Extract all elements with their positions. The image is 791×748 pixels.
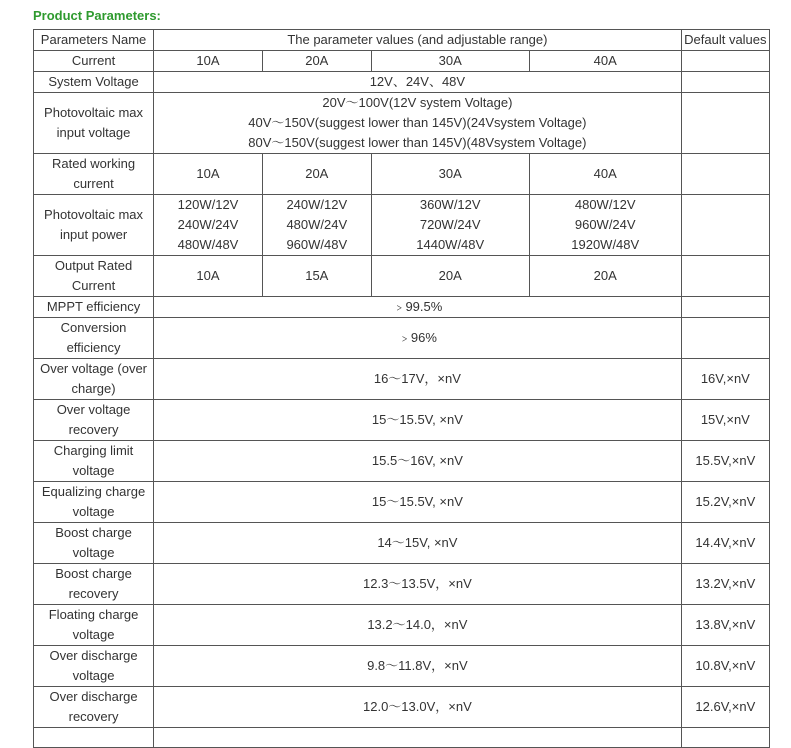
table-row — [34, 359, 770, 400]
table-row — [34, 605, 770, 646]
header-name: Parameters Name — [34, 30, 154, 51]
table-cell — [154, 728, 682, 748]
default-cell: 13.2V,×nV — [681, 564, 769, 605]
row-label: Boost charge voltage — [34, 523, 154, 564]
default-cell — [681, 154, 769, 195]
table-cell: 10A — [154, 154, 263, 195]
table-cell: 16～17V，×nV — [154, 359, 682, 400]
pv-voltage-line: 20V～100V(12V system Voltage) — [322, 95, 513, 110]
table-cell: 15A — [262, 256, 371, 297]
table-row — [34, 297, 770, 318]
table-cell — [154, 93, 682, 154]
default-cell — [681, 318, 769, 359]
table-cell: 40A — [529, 51, 681, 72]
row-label: Charging limit voltage — [34, 441, 154, 482]
table-cell — [262, 195, 371, 256]
table-cell: 10A — [154, 51, 263, 72]
row-label: Rated working current — [34, 154, 154, 195]
table-cell: 13.2～14.0，×nV — [154, 605, 682, 646]
row-label: Over discharge voltage — [34, 646, 154, 687]
table-cell: 20A — [529, 256, 681, 297]
pv-voltage-line: 80V～150V(suggest lower than 145V)(48Vsystem Voltage) — [248, 135, 587, 150]
table-cell: 15～15.5V, ×nV — [154, 400, 682, 441]
table-row — [34, 687, 770, 728]
table-row — [34, 441, 770, 482]
header-default: Default values — [681, 30, 769, 51]
table-row — [34, 400, 770, 441]
power-value: 1920W/48V — [571, 237, 640, 252]
power-value: 480W/24V — [286, 217, 348, 232]
default-cell: 10.8V,×nV — [681, 646, 769, 687]
row-label: MPPT efficiency — [34, 297, 154, 318]
default-cell: 12.6V,×nV — [681, 687, 769, 728]
table-row — [34, 523, 770, 564]
power-value: 480W/48V — [177, 237, 239, 252]
page-title: Product Parameters: — [33, 8, 161, 23]
table-cell: 14～15V, ×nV — [154, 523, 682, 564]
table-cell — [154, 195, 263, 256]
table-row — [34, 51, 770, 72]
row-label: Current — [34, 51, 154, 72]
default-cell — [681, 93, 769, 154]
table-row — [34, 482, 770, 523]
row-label: Photovoltaic max input power — [34, 195, 154, 256]
table-cell: 20A — [371, 256, 529, 297]
default-cell — [681, 72, 769, 93]
power-value: 720W/24V — [419, 217, 481, 232]
default-cell: 15.5V,×nV — [681, 441, 769, 482]
table-cell: 20A — [262, 51, 371, 72]
table-row — [34, 646, 770, 687]
default-cell — [681, 51, 769, 72]
default-cell: 16V,×nV — [681, 359, 769, 400]
header-values: The parameter values (and adjustable range) — [154, 30, 682, 51]
table-cell: 30A — [371, 154, 529, 195]
table-cell: 12V、24V、48V — [154, 72, 682, 93]
row-label: System Voltage — [34, 72, 154, 93]
table-row — [34, 256, 770, 297]
power-value: 360W/12V — [419, 197, 481, 212]
table-cell: 15～15.5V, ×nV — [154, 482, 682, 523]
power-value: 240W/24V — [177, 217, 239, 232]
table-cell: 40A — [529, 154, 681, 195]
table-cell: ﹥96% — [154, 318, 682, 359]
default-cell — [681, 728, 769, 748]
table-row — [34, 564, 770, 605]
parameters-table — [33, 29, 770, 748]
power-value: 480W/12V — [574, 197, 636, 212]
default-cell: 15.2V,×nV — [681, 482, 769, 523]
table-cell: 12.3～13.5V，×nV — [154, 564, 682, 605]
row-label: Over voltage recovery — [34, 400, 154, 441]
power-value: 120W/12V — [177, 197, 239, 212]
table-row — [34, 728, 770, 748]
table-row — [34, 318, 770, 359]
row-label: Boost charge recovery — [34, 564, 154, 605]
power-value: 240W/12V — [286, 197, 348, 212]
table-cell — [371, 195, 529, 256]
row-label: Conversion efficiency — [34, 318, 154, 359]
table-cell: ﹥99.5% — [154, 297, 682, 318]
row-label: Equalizing charge voltage — [34, 482, 154, 523]
table-row — [34, 195, 770, 256]
row-label: Over voltage (over charge) — [34, 359, 154, 400]
power-value: 960W/24V — [574, 217, 636, 232]
table-cell: 30A — [371, 51, 529, 72]
table-row — [34, 30, 770, 51]
row-label: Over discharge recovery — [34, 687, 154, 728]
table-cell: 9.8～11.8V，×nV — [154, 646, 682, 687]
table-cell: 10A — [154, 256, 263, 297]
default-cell: 13.8V,×nV — [681, 605, 769, 646]
default-cell: 14.4V,×nV — [681, 523, 769, 564]
row-label: Output Rated Current — [34, 256, 154, 297]
pv-voltage-line: 40V～150V(suggest lower than 145V)(24Vsystem Voltage) — [248, 115, 587, 130]
default-cell — [681, 297, 769, 318]
table-cell: 12.0～13.0V，×nV — [154, 687, 682, 728]
default-cell — [681, 256, 769, 297]
row-label: Floating charge voltage — [34, 605, 154, 646]
power-value: 1440W/48V — [416, 237, 485, 252]
table-cell — [34, 728, 154, 748]
default-cell: 15V,×nV — [681, 400, 769, 441]
table-row — [34, 154, 770, 195]
table-row — [34, 72, 770, 93]
table-row — [34, 93, 770, 154]
row-label: Photovoltaic max input voltage — [34, 93, 154, 154]
power-value: 960W/48V — [286, 237, 348, 252]
table-cell: 15.5～16V, ×nV — [154, 441, 682, 482]
table-cell: 20A — [262, 154, 371, 195]
table-cell — [529, 195, 681, 256]
default-cell — [681, 195, 769, 256]
